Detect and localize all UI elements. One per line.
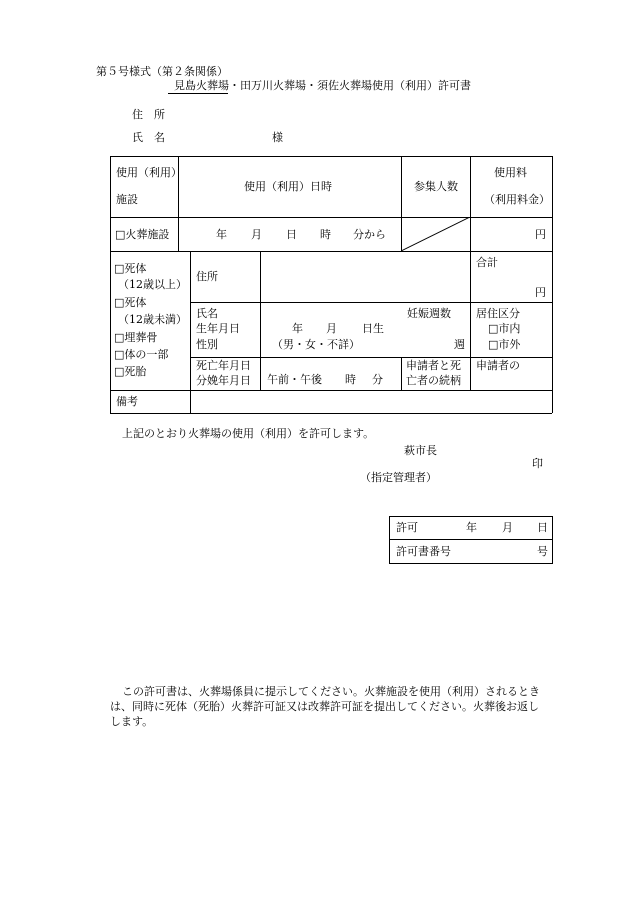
honorific: 様 [272,131,283,144]
sex-options: （男・女・不詳） [272,338,360,351]
birthdate-label: 生年月日 [196,322,240,335]
residence-in[interactable]: □ 市内 [488,322,520,336]
relation-label-1: 申請者と死 [406,359,461,372]
cat-adult-note: （12歳以上） [118,278,187,291]
residence-label: 居住区分 [476,307,520,320]
birth-year: 年 [292,322,303,335]
birth-month: 月 [326,322,337,335]
h-fee-1: 使用料 [494,166,527,179]
name-label: 氏 名 [132,131,165,144]
notice-line-3: します。 [110,715,154,728]
form-number: 第５号様式（第２条関係） [96,65,228,78]
notice-line-1: この許可書は、火葬場係員に提示してください。火葬施設を使用（利用）されるとき [122,685,540,698]
permit-label: 許可 [396,521,418,534]
mayor: 萩市長 [404,444,437,457]
seal: 印 [532,457,543,470]
cat-child-note: （12歳未満） [118,313,187,326]
total-yen: 円 [535,286,546,299]
permit-day: 日 [537,521,548,534]
remarks-label: 備考 [116,395,138,408]
cat-bones[interactable]: □ 埋葬骨 [114,331,157,345]
birth-day: 日生 [362,322,384,335]
facility-option[interactable]: □ 火葬施設 [115,228,169,242]
fee-yen: 円 [535,228,546,241]
applicant-label: 申請者の [476,359,520,372]
permit-number-unit: 号 [537,545,548,558]
death-date-label: 死亡年月日 [196,359,251,372]
weeks-unit: 週 [454,338,465,351]
cat-part[interactable]: □ 体の一部 [114,348,168,362]
relation-label-2: 亡者の続柄 [406,374,461,387]
title-rule [168,93,228,94]
death-minute: 分 [372,373,383,386]
dt-year: 年 [216,228,227,241]
permit-number-label: 許可書番号 [396,545,451,558]
delivery-date-label: 分娩年月日 [196,374,251,387]
cat-adult[interactable]: □ 死体 [114,262,146,276]
h-use-facility-1: 使用（利用） [116,166,182,179]
form-title: 見島火葬場・田万川火葬場・須佐火葬場使用（利用）許可書 [174,79,471,92]
total-label: 合計 [476,256,498,269]
dt-month: 月 [251,228,262,241]
h-use-facility-2: 施設 [116,193,138,206]
permit-year: 年 [466,521,477,534]
residence-out[interactable]: □ 市外 [488,338,520,352]
designated-manager: （指定管理者） [360,471,437,484]
deceased-address-label: 住所 [196,270,218,283]
dt-hour: 時 [320,228,331,241]
dt-minute: 分から [353,228,386,241]
deceased-name-label: 氏名 [196,307,218,320]
death-hour: 時 [345,373,356,386]
sex-label: 性別 [196,338,218,351]
permit-month: 月 [502,521,513,534]
h-fee-2: （利用料金） [484,193,550,206]
attendees-diagonal [401,217,470,251]
dt-day: 日 [286,228,297,241]
cat-fetus[interactable]: □ 死胎 [114,365,146,379]
h-datetime: 使用（利用）日時 [244,180,332,193]
h-attendees: 参集人数 [414,180,458,193]
pregnancy-weeks-label: 妊娠週数 [407,307,451,320]
cat-child[interactable]: □ 死体 [114,296,146,310]
permission-statement: 上記のとおり火葬場の使用（利用）を許可します。 [122,427,375,440]
notice-line-2: は、同時に死体（死胎）火葬許可証又は改葬許可証を提出してください。火葬後お返し [110,700,539,713]
ampm: 午前・午後 [267,373,322,386]
address-label: 住 所 [132,108,165,121]
